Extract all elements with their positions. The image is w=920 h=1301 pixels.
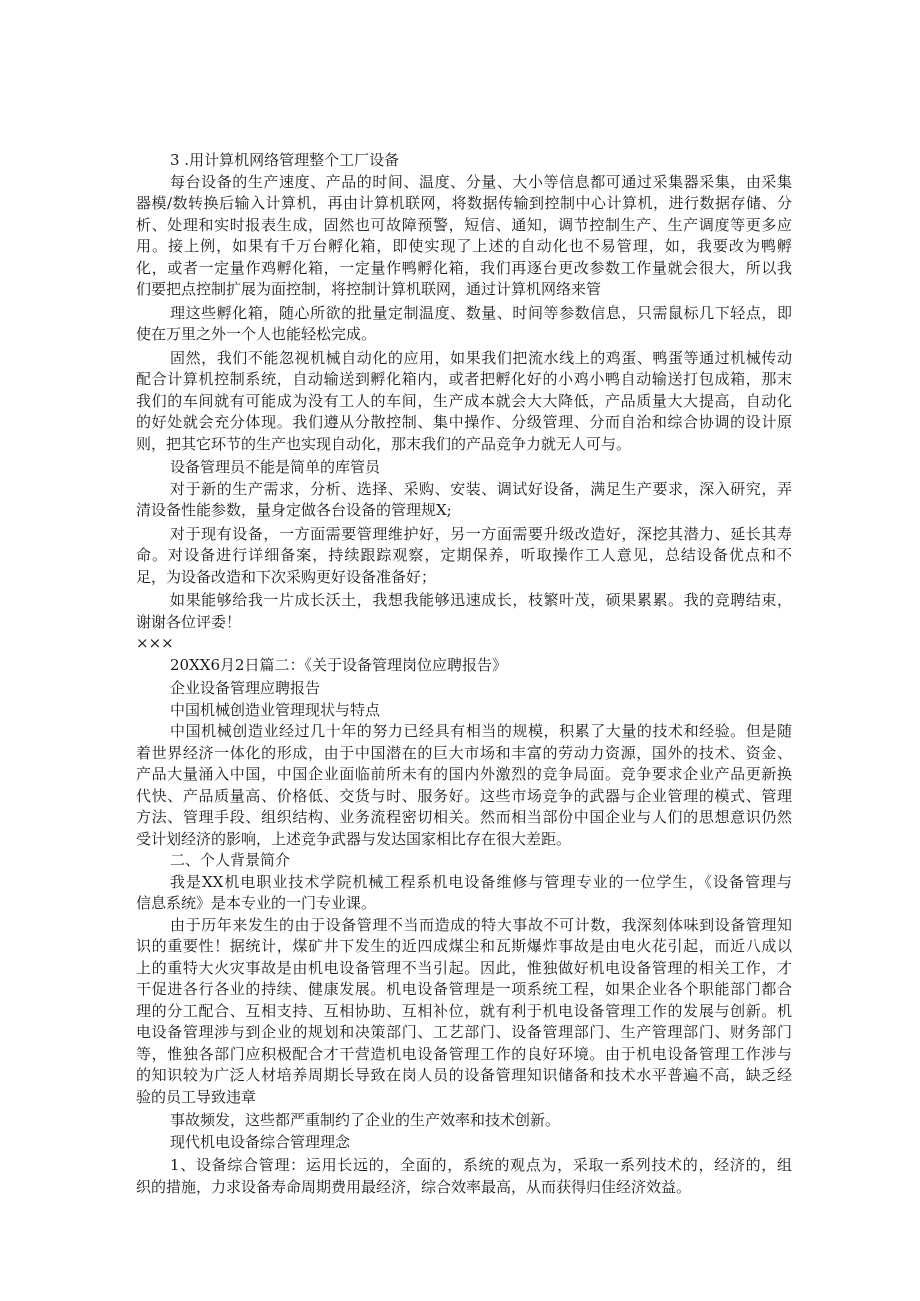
- body-line: 则，把其它环节的生产也实现自动化，那末我们的产品竞争力就无人可与。: [136, 434, 632, 453]
- body-line: 事故频发，这些都严重制约了企业的生产效率和技术创新。: [170, 1111, 561, 1129]
- body-line: 用。接上例，如果有千万台孵化箱，即使实现了上述的自动化也不易管理，如，我要改为鸭孵: [136, 237, 792, 255]
- body-line: 固然，我们不能忽视机械自动化的应用，如果我们把流水线上的鸡蛋、鸭蛋等通过机械传动: [170, 348, 792, 367]
- body-line: 上的重特大火灾事故是由机电设备管理不当引起。因此，惟独做好机电设备管理的相关工作，才: [136, 958, 792, 977]
- body-line: 析、处理和实时报表生成，固然也可故障预警，短信、通知，调节控制生产、生产调度等更多应: [136, 215, 792, 234]
- body-line: 器模/数转换后输入计算机，再由计算机联网，将数据传输到控制中心计算机，进行数据存储、分: [136, 194, 792, 212]
- report-title: 企业设备管理应聘报告: [170, 679, 321, 697]
- body-line: 1、设备综合管理：运用长远的，全面的，系统的观点为，采取一系列技术的，经济的，组: [170, 1156, 792, 1174]
- body-line: 代快、产品质量高、价格低、交货与时、服务好。这些市场竞争的武器与企业管理的模式、管理: [136, 786, 792, 805]
- section-heading: 设备管理员不能是简单的库管员: [170, 458, 381, 476]
- body-line: 如果能够给我一片成长沃土，我想我能够迅速成长，枝繁叶茂，硕果累累。我的竞聘结束，: [170, 591, 792, 609]
- body-line: 验的员工导致违章: [136, 1087, 257, 1106]
- body-line: 每台设备的生产速度、产品的时间、温度、分量、大小等信息都可通过采集器采集，由采集: [170, 172, 792, 191]
- section-heading: 二、个人背景简介: [170, 851, 291, 869]
- section-heading: 现代机电设备综合管理理念: [170, 1132, 351, 1151]
- body-line: 信息系统》是本专业的一门专业课。: [136, 894, 377, 912]
- body-line: 等，惟独各部门应积极配合才干营造机电设备管理工作的良好环境。由于机电设备管理工作涉与: [136, 1044, 792, 1063]
- body-line: 的好处就会充分体现。我们遵从分散控制、集中操作、分级管理、分而自治和综合协调的设计原: [136, 413, 792, 431]
- body-line: 化，或者一定量作鸡孵化箱，一定量作鸭孵化箱，我们再逐台更改参数工作量就会很大，所以我: [136, 258, 792, 277]
- body-line: 对于现有设备，一方面需要管理维护好，另一方面需要升级改造好，深挖其潜力、延长其寿: [170, 524, 792, 543]
- date-line: 20XX6月2日篇二：《关于设备管理岗位应聘报告》: [170, 655, 508, 674]
- body-line: 我是XX机电职业技术学院机械工程系机电设备维修与管理专业的一位学生，《设备管理与: [170, 872, 792, 891]
- body-line: 对于新的生产需求，分析、选择、采购、安装、调试好设备，满足生产要求，深入研究，弄: [170, 479, 792, 498]
- body-line: 中国机械创造业经过几十年的努力已经具有相当的规模，积累了大量的技术和经验。但是随: [170, 722, 792, 740]
- document-page: [136, 150, 792, 1198]
- body-line: 织的措施，力求设备寿命周期费用最经济，综合效率最高，从而获得归佳经济效益。: [136, 1177, 692, 1196]
- body-line: 谢谢各位评委！: [136, 612, 242, 631]
- body-line: 理的分工配合、互相支持、互相协助、互相补位，就有利于机电设备管理工作的发展与创新。机: [136, 1001, 792, 1020]
- body-line: 使在万里之外一个人也能轻松完成。: [136, 325, 377, 343]
- signature-mark: ×××: [136, 634, 174, 652]
- body-line: 命。对设备进行详细备案，持续跟踪观察，定期保养，听取操作工人意见，总结设备优点和不: [136, 546, 792, 564]
- body-line: 我们的车间就有可能成为没有工人的车间，生产成本就会大大降低，产品质量大大提高，自动化: [136, 391, 792, 410]
- body-line: 们要把点控制扩展为面控制，将控制计算机联网，通过计算机网络来管: [136, 280, 602, 298]
- section-heading: 3 .用计算机网络管理整个工厂设备: [170, 151, 400, 169]
- body-line: 理这些孵化箱，随心所欲的批量定制温度、数量、时间等参数信息，只需鼠标几下轻点，即: [170, 303, 792, 322]
- body-line: 方法、管理手段、组织结构、业务流程密切相关。然而相当部份中国企业与人们的思想意识仍然: [136, 808, 792, 826]
- body-line: 识的重要性！据统计，煤矿井下发生的近四成煤尘和瓦斯爆炸事故是由电火花引起，而近八成以: [136, 937, 792, 955]
- body-line: 着世界经济一体化的形成，由于中国潜在的巨大市场和丰富的劳动力资源，国外的技术、资金、: [136, 743, 792, 762]
- body-line: 受计划经济的影响，上述竞争武器与发达国家相比存在很大差距。: [136, 829, 572, 848]
- body-line: 干促进各行各业的持续、健康发展。机电设备管理是一项系统工程，如果企业各个职能部门都合: [136, 980, 792, 998]
- body-line: 清设备性能参数，量身定做各台设备的管理规X;: [136, 501, 452, 519]
- body-line: 配合计算机控制系统，自动输送到孵化箱内，或者把孵化好的小鸡小鸭自动输送打包成箱，那末: [136, 370, 792, 388]
- body-line: 由于历年来发生的由于设备管理不当而造成的特大事故不可计数，我深刻体味到设备管理知: [170, 915, 792, 934]
- body-line: 足，为设备改造和下次采购更好设备准备好；: [136, 567, 437, 586]
- section-heading: 中国机械创造业管理现状与特点: [170, 700, 381, 719]
- body-line: 产品大量涌入中国，中国企业面临前所未有的国内外激烈的竞争局面。竞争要求企业产品更新换: [136, 765, 792, 783]
- body-line: 电设备管理涉与到企业的规划和决策部门、工艺部门、设备管理部门、生产管理部门、财务部门: [136, 1023, 792, 1041]
- body-line: 的知识较为广泛人材培养周期长导致在岗人员的设备管理知识储备和技术水平普遍不高，缺乏经: [136, 1066, 792, 1084]
